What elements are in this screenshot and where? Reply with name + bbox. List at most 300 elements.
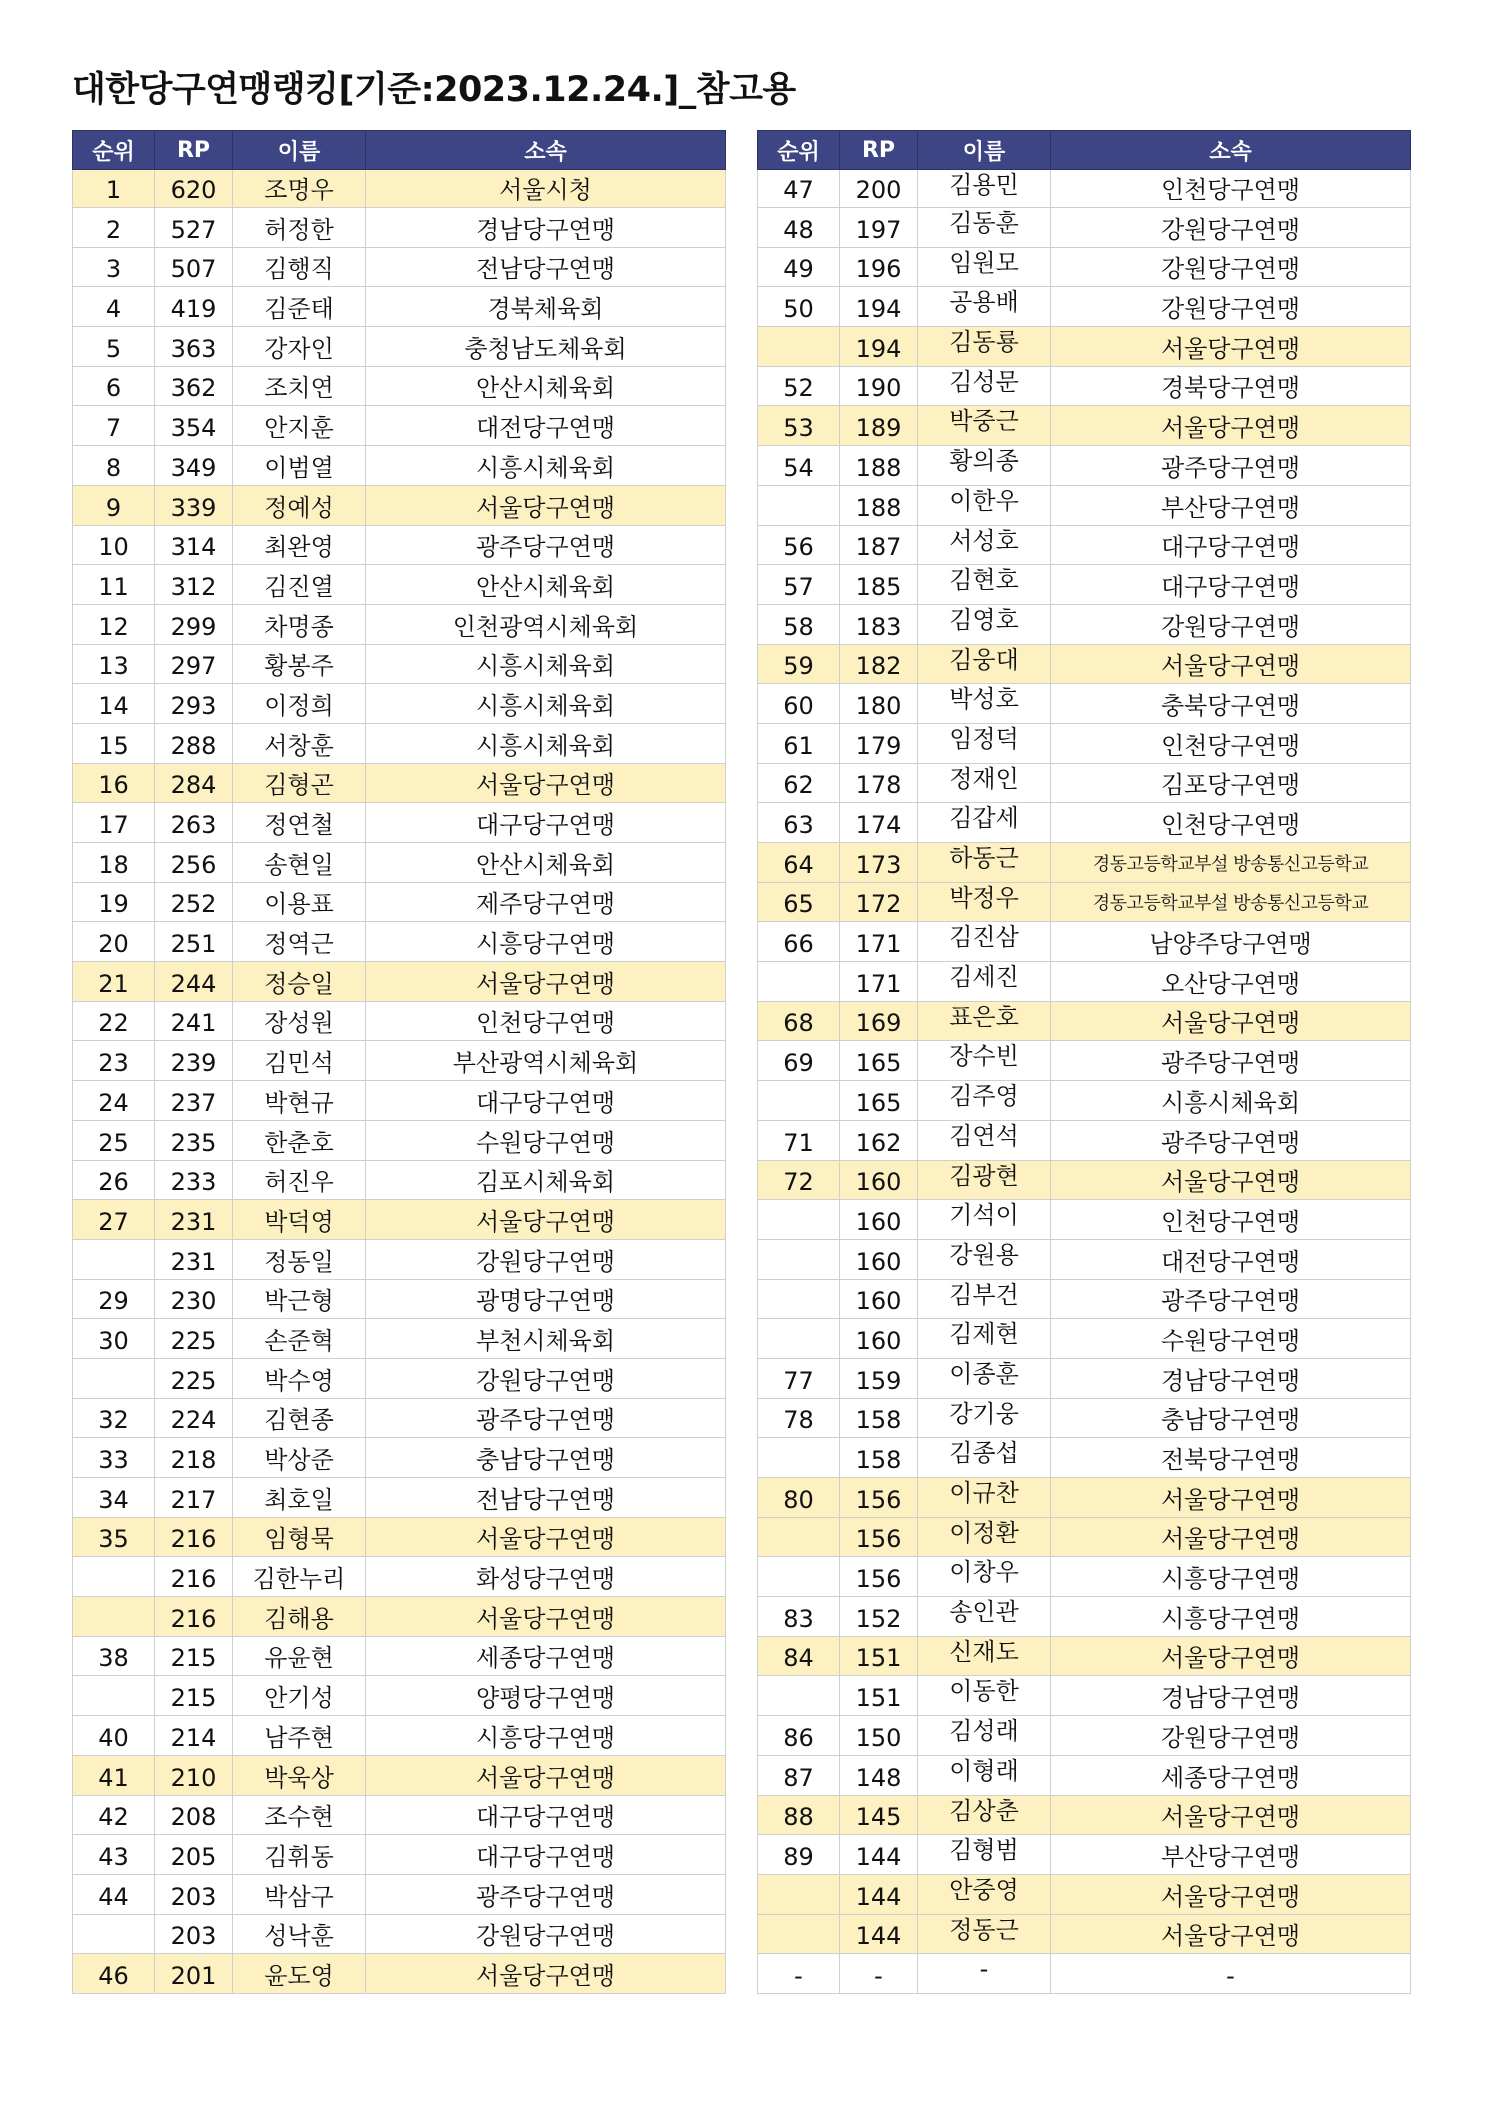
name-cell: 김성문 xyxy=(918,366,1051,406)
affiliation-cell: - xyxy=(1051,1954,1411,1994)
affiliation-cell: 광명당구연맹 xyxy=(366,1279,726,1319)
rp-cell: 201 xyxy=(155,1954,233,1994)
name-cell: 김진열 xyxy=(233,565,366,605)
affiliation-cell: 충남당구연맹 xyxy=(366,1438,726,1478)
affiliation-cell: 광주당구연맹 xyxy=(1051,1041,1411,1081)
rank-cell: 49 xyxy=(758,247,840,287)
rp-cell: 144 xyxy=(840,1835,918,1875)
table-row xyxy=(73,882,726,922)
rank-cell: 42 xyxy=(73,1795,155,1835)
affiliation-cell: 경동고등학교부설 방송통신고등학교 xyxy=(1051,882,1411,922)
affiliation-cell: 광주당구연맹 xyxy=(1051,1279,1411,1319)
rp-cell: 241 xyxy=(155,1001,233,1041)
affiliation-cell: 김포시체육회 xyxy=(366,1160,726,1200)
rank-cell: 4 xyxy=(73,287,155,327)
table-row xyxy=(73,1835,726,1875)
name-cell: 정승일 xyxy=(233,962,366,1002)
table-row xyxy=(758,1239,1411,1279)
rp-cell: 156 xyxy=(840,1517,918,1557)
name-cell: 김해용 xyxy=(233,1597,366,1637)
rp-cell: 162 xyxy=(840,1120,918,1160)
affiliation-cell: 강원당구연맹 xyxy=(1051,1716,1411,1756)
rp-cell: 237 xyxy=(155,1081,233,1121)
rank-cell: 33 xyxy=(73,1438,155,1478)
rank-cell xyxy=(758,1557,840,1597)
rp-cell: 171 xyxy=(840,922,918,962)
rp-cell: 160 xyxy=(840,1319,918,1359)
name-cell: 허정한 xyxy=(233,208,366,248)
affiliation-cell: 시흥당구연맹 xyxy=(366,922,726,962)
rp-cell: 218 xyxy=(155,1438,233,1478)
table-row xyxy=(73,170,726,208)
rp-cell: 190 xyxy=(840,366,918,406)
table-row xyxy=(758,684,1411,724)
rank-cell: 66 xyxy=(758,922,840,962)
table-row xyxy=(73,1874,726,1914)
rp-cell: 244 xyxy=(155,962,233,1002)
affiliation-cell: 충남당구연맹 xyxy=(1051,1398,1411,1438)
table-row xyxy=(73,1636,726,1676)
rank-cell xyxy=(73,1239,155,1279)
table-row xyxy=(73,1200,726,1240)
table-row xyxy=(758,208,1411,248)
table-row xyxy=(73,446,726,486)
rank-cell: 52 xyxy=(758,366,840,406)
name-cell: 김연석 xyxy=(918,1120,1051,1160)
rp-cell: 160 xyxy=(840,1200,918,1240)
table-row xyxy=(73,1716,726,1756)
affiliation-cell: 전북당구연맹 xyxy=(1051,1438,1411,1478)
rp-cell: 151 xyxy=(840,1676,918,1716)
rp-cell: 293 xyxy=(155,684,233,724)
affiliation-cell: 강원당구연맹 xyxy=(1051,208,1411,248)
rank-cell: 20 xyxy=(73,922,155,962)
table-row xyxy=(73,247,726,287)
name-cell: 박정우 xyxy=(918,882,1051,922)
rp-cell: 224 xyxy=(155,1398,233,1438)
rp-cell: 185 xyxy=(840,565,918,605)
rp-cell: 173 xyxy=(840,843,918,883)
table-row xyxy=(73,763,726,803)
affiliation-cell: 시흥시체육회 xyxy=(366,446,726,486)
affiliation-cell: 서울시청 xyxy=(366,170,726,208)
affiliation-cell: 서울당구연맹 xyxy=(366,1954,726,1994)
table-row xyxy=(758,882,1411,922)
affiliation-cell: 충북당구연맹 xyxy=(1051,684,1411,724)
affiliation-cell: 대구당구연맹 xyxy=(1051,565,1411,605)
affiliation-cell: 서울당구연맹 xyxy=(366,485,726,525)
name-cell: 차명종 xyxy=(233,604,366,644)
name-cell: 유윤현 xyxy=(233,1636,366,1676)
rank-cell: 34 xyxy=(73,1478,155,1518)
affiliation-cell: 서울당구연맹 xyxy=(366,1200,726,1240)
rp-cell: 419 xyxy=(155,287,233,327)
rp-cell: 188 xyxy=(840,485,918,525)
name-cell: 임형묵 xyxy=(233,1517,366,1557)
rank-cell: 63 xyxy=(758,803,840,843)
table-row xyxy=(758,1954,1411,1994)
rank-cell xyxy=(73,1914,155,1954)
name-cell: 허진우 xyxy=(233,1160,366,1200)
name-cell: 김세진 xyxy=(918,962,1051,1002)
rank-cell: 9 xyxy=(73,485,155,525)
table-row xyxy=(758,1001,1411,1041)
rank-cell: 11 xyxy=(73,565,155,605)
rp-cell: 230 xyxy=(155,1279,233,1319)
rank-cell: 44 xyxy=(73,1874,155,1914)
rank-cell xyxy=(758,327,840,367)
affiliation-cell: 서울당구연맹 xyxy=(1051,1478,1411,1518)
affiliation-cell: 광주당구연맹 xyxy=(366,525,726,565)
rank-cell xyxy=(758,485,840,525)
table-row xyxy=(73,1319,726,1359)
name-cell: 한춘호 xyxy=(233,1120,366,1160)
name-cell: 이한우 xyxy=(918,485,1051,525)
table-row xyxy=(758,1835,1411,1875)
name-cell: 김영호 xyxy=(918,604,1051,644)
rank-cell: 89 xyxy=(758,1835,840,1875)
rank-cell: 53 xyxy=(758,406,840,446)
rank-cell: 86 xyxy=(758,1716,840,1756)
rp-cell: 156 xyxy=(840,1557,918,1597)
rank-cell xyxy=(758,1319,840,1359)
affiliation-cell: 세종당구연맹 xyxy=(366,1636,726,1676)
rank-cell: 26 xyxy=(73,1160,155,1200)
rp-cell: 156 xyxy=(840,1478,918,1518)
affiliation-cell: 광주당구연맹 xyxy=(366,1398,726,1438)
name-cell: 장수빈 xyxy=(918,1041,1051,1081)
name-cell: 강원용 xyxy=(918,1239,1051,1279)
affiliation-cell: 광주당구연맹 xyxy=(1051,1120,1411,1160)
rp-cell: 208 xyxy=(155,1795,233,1835)
rp-cell: 239 xyxy=(155,1041,233,1081)
affiliation-cell: 서울당구연맹 xyxy=(1051,644,1411,684)
name-cell: 최완영 xyxy=(233,525,366,565)
name-cell: 안지훈 xyxy=(233,406,366,446)
name-cell: 손준혁 xyxy=(233,1319,366,1359)
rp-cell: 312 xyxy=(155,565,233,605)
rank-cell xyxy=(73,1597,155,1637)
rp-cell: 231 xyxy=(155,1239,233,1279)
table-row xyxy=(73,1398,726,1438)
rp-cell: 159 xyxy=(840,1358,918,1398)
table-row xyxy=(758,962,1411,1002)
affiliation-cell: 서울당구연맹 xyxy=(366,962,726,1002)
affiliation-cell: 강원당구연맹 xyxy=(1051,604,1411,644)
name-cell: 김종섭 xyxy=(918,1438,1051,1478)
name-cell: - xyxy=(918,1954,1051,1994)
rank-cell: 17 xyxy=(73,803,155,843)
rp-cell: 148 xyxy=(840,1755,918,1795)
affiliation-cell: 양평당구연맹 xyxy=(366,1676,726,1716)
rp-cell: 225 xyxy=(155,1358,233,1398)
rp-cell: 233 xyxy=(155,1160,233,1200)
name-cell: 안중영 xyxy=(918,1874,1051,1914)
rank-cell: 29 xyxy=(73,1279,155,1319)
table-row xyxy=(73,1557,726,1597)
rp-cell: 363 xyxy=(155,327,233,367)
name-cell: 김준태 xyxy=(233,287,366,327)
affiliation-cell: 수원당구연맹 xyxy=(366,1120,726,1160)
rank-cell: 47 xyxy=(758,170,840,208)
name-cell: 박삼구 xyxy=(233,1874,366,1914)
rank-cell: 10 xyxy=(73,525,155,565)
name-cell: 정연철 xyxy=(233,803,366,843)
name-cell: 송현일 xyxy=(233,843,366,883)
affiliation-cell: 인천당구연맹 xyxy=(1051,170,1411,208)
affiliation-cell: 충청남도체육회 xyxy=(366,327,726,367)
affiliation-cell: 시흥시체육회 xyxy=(1051,1081,1411,1121)
affiliation-cell: 서울당구연맹 xyxy=(1051,1160,1411,1200)
affiliation-cell: 전남당구연맹 xyxy=(366,1478,726,1518)
name-cell: 김진삼 xyxy=(918,922,1051,962)
affiliation-cell: 대구당구연맹 xyxy=(366,1795,726,1835)
name-cell: 김민석 xyxy=(233,1041,366,1081)
header-affiliation: 소속 xyxy=(1051,131,1411,170)
rp-cell: - xyxy=(840,1954,918,1994)
name-cell: 김휘동 xyxy=(233,1835,366,1875)
affiliation-cell: 대구당구연맹 xyxy=(1051,525,1411,565)
affiliation-cell: 경남당구연맹 xyxy=(366,208,726,248)
affiliation-cell: 세종당구연맹 xyxy=(1051,1755,1411,1795)
header-row xyxy=(758,131,1411,170)
name-cell: 정재인 xyxy=(918,763,1051,803)
name-cell: 황의종 xyxy=(918,446,1051,486)
name-cell: 기석이 xyxy=(918,1200,1051,1240)
name-cell: 박성호 xyxy=(918,684,1051,724)
rank-cell xyxy=(758,1914,840,1954)
name-cell: 장성원 xyxy=(233,1001,366,1041)
rp-cell: 169 xyxy=(840,1001,918,1041)
affiliation-cell: 김포당구연맹 xyxy=(1051,763,1411,803)
rank-cell: 50 xyxy=(758,287,840,327)
rank-cell: 59 xyxy=(758,644,840,684)
table-row xyxy=(73,962,726,1002)
rp-cell: 172 xyxy=(840,882,918,922)
table-row xyxy=(758,1478,1411,1518)
rank-cell: 23 xyxy=(73,1041,155,1081)
rp-cell: 194 xyxy=(840,327,918,367)
table-row xyxy=(758,1636,1411,1676)
table-row xyxy=(758,604,1411,644)
table-row xyxy=(758,1914,1411,1954)
affiliation-cell: 인천당구연맹 xyxy=(1051,1200,1411,1240)
ranking-body-right xyxy=(758,170,1411,1994)
rank-cell: 7 xyxy=(73,406,155,446)
rp-cell: 231 xyxy=(155,1200,233,1240)
table-row xyxy=(758,525,1411,565)
rank-cell: 58 xyxy=(758,604,840,644)
affiliation-cell: 서울당구연맹 xyxy=(1051,1795,1411,1835)
rank-cell: 3 xyxy=(73,247,155,287)
table-row xyxy=(73,1279,726,1319)
rp-cell: 299 xyxy=(155,604,233,644)
rank-cell: 88 xyxy=(758,1795,840,1835)
ranking-table-left xyxy=(72,130,726,1994)
table-row xyxy=(758,1200,1411,1240)
header-rank: 순위 xyxy=(73,131,155,170)
rp-cell: 216 xyxy=(155,1517,233,1557)
affiliation-cell: 대전당구연맹 xyxy=(1051,1239,1411,1279)
rp-cell: 225 xyxy=(155,1319,233,1359)
table-row xyxy=(758,565,1411,605)
name-cell: 이정환 xyxy=(918,1517,1051,1557)
affiliation-cell: 인천당구연맹 xyxy=(1051,803,1411,843)
rank-cell: 80 xyxy=(758,1478,840,1518)
table-row xyxy=(73,525,726,565)
affiliation-cell: 시흥시체육회 xyxy=(366,644,726,684)
table-row xyxy=(73,485,726,525)
affiliation-cell: 강원당구연맹 xyxy=(1051,287,1411,327)
name-cell: 김부건 xyxy=(918,1279,1051,1319)
affiliation-cell: 오산당구연맹 xyxy=(1051,962,1411,1002)
rp-cell: 527 xyxy=(155,208,233,248)
name-cell: 김웅대 xyxy=(918,644,1051,684)
rp-cell: 284 xyxy=(155,763,233,803)
table-row xyxy=(73,565,726,605)
affiliation-cell: 대구당구연맹 xyxy=(366,803,726,843)
rp-cell: 200 xyxy=(840,170,918,208)
table-row xyxy=(758,287,1411,327)
affiliation-cell: 강원당구연맹 xyxy=(366,1914,726,1954)
name-cell: 박욱상 xyxy=(233,1755,366,1795)
rank-cell: 8 xyxy=(73,446,155,486)
rp-cell: 362 xyxy=(155,366,233,406)
name-cell: 이용표 xyxy=(233,882,366,922)
rp-cell: 189 xyxy=(840,406,918,446)
affiliation-cell: 수원당구연맹 xyxy=(1051,1319,1411,1359)
rank-cell: 54 xyxy=(758,446,840,486)
rank-cell: 35 xyxy=(73,1517,155,1557)
rp-cell: 252 xyxy=(155,882,233,922)
affiliation-cell: 서울당구연맹 xyxy=(1051,1636,1411,1676)
table-row xyxy=(73,366,726,406)
affiliation-cell: 대전당구연맹 xyxy=(366,406,726,446)
affiliation-cell: 경남당구연맹 xyxy=(1051,1358,1411,1398)
affiliation-cell: 광주당구연맹 xyxy=(366,1874,726,1914)
header-rank: 순위 xyxy=(758,131,840,170)
rank-cell: 30 xyxy=(73,1319,155,1359)
table-row xyxy=(758,1279,1411,1319)
rank-cell: 16 xyxy=(73,763,155,803)
table-row xyxy=(758,446,1411,486)
header-row xyxy=(73,131,726,170)
name-cell: 박근형 xyxy=(233,1279,366,1319)
rank-cell xyxy=(758,1874,840,1914)
affiliation-cell: 안산시체육회 xyxy=(366,843,726,883)
rp-cell: 178 xyxy=(840,763,918,803)
rp-cell: 251 xyxy=(155,922,233,962)
table-row xyxy=(758,1041,1411,1081)
affiliation-cell: 남양주당구연맹 xyxy=(1051,922,1411,962)
rp-cell: 150 xyxy=(840,1716,918,1756)
rank-cell: 71 xyxy=(758,1120,840,1160)
rp-cell: 160 xyxy=(840,1239,918,1279)
table-row xyxy=(758,485,1411,525)
rp-cell: 158 xyxy=(840,1398,918,1438)
header-rp: RP xyxy=(155,131,233,170)
name-cell: 정동근 xyxy=(918,1914,1051,1954)
affiliation-cell: 광주당구연맹 xyxy=(1051,446,1411,486)
table-row xyxy=(758,644,1411,684)
affiliation-cell: 시흥시체육회 xyxy=(366,723,726,763)
rp-cell: 165 xyxy=(840,1081,918,1121)
rank-cell xyxy=(758,1239,840,1279)
rp-cell: 152 xyxy=(840,1597,918,1637)
name-cell: 박중근 xyxy=(918,406,1051,446)
name-cell: 김동훈 xyxy=(918,208,1051,248)
rank-cell: 12 xyxy=(73,604,155,644)
rp-cell: 197 xyxy=(840,208,918,248)
table-row xyxy=(758,1557,1411,1597)
table-row xyxy=(73,723,726,763)
table-row xyxy=(758,366,1411,406)
table-row xyxy=(73,1081,726,1121)
name-cell: 이종훈 xyxy=(918,1358,1051,1398)
name-cell: 김용민 xyxy=(918,170,1051,208)
rank-cell: 1 xyxy=(73,170,155,208)
affiliation-cell: 경동고등학교부설 방송통신고등학교 xyxy=(1051,843,1411,883)
rp-cell: 144 xyxy=(840,1914,918,1954)
table-row xyxy=(73,1914,726,1954)
table-row xyxy=(758,1081,1411,1121)
name-cell: 김제현 xyxy=(918,1319,1051,1359)
rank-cell: 72 xyxy=(758,1160,840,1200)
table-row xyxy=(73,1438,726,1478)
affiliation-cell: 시흥시체육회 xyxy=(366,684,726,724)
name-cell: 성낙훈 xyxy=(233,1914,366,1954)
name-cell: 조수현 xyxy=(233,1795,366,1835)
affiliation-cell: 서울당구연맹 xyxy=(1051,406,1411,446)
rank-cell: 40 xyxy=(73,1716,155,1756)
affiliation-cell: 안산시체육회 xyxy=(366,565,726,605)
table-row xyxy=(73,1597,726,1637)
affiliation-cell: 강원당구연맹 xyxy=(1051,247,1411,287)
name-cell: 이창우 xyxy=(918,1557,1051,1597)
rank-cell: 5 xyxy=(73,327,155,367)
table-row xyxy=(73,1676,726,1716)
table-row xyxy=(758,1676,1411,1716)
rank-cell: 19 xyxy=(73,882,155,922)
name-cell: 강자인 xyxy=(233,327,366,367)
name-cell: 박덕영 xyxy=(233,1200,366,1240)
table-row xyxy=(758,1716,1411,1756)
rp-cell: 216 xyxy=(155,1597,233,1637)
affiliation-cell: 강원당구연맹 xyxy=(366,1358,726,1398)
table-row xyxy=(73,1001,726,1041)
table-row xyxy=(758,1874,1411,1914)
affiliation-cell: 경북당구연맹 xyxy=(1051,366,1411,406)
name-cell: 김현종 xyxy=(233,1398,366,1438)
rank-cell: 68 xyxy=(758,1001,840,1041)
affiliation-cell: 서울당구연맹 xyxy=(1051,1517,1411,1557)
rank-cell xyxy=(73,1676,155,1716)
rank-cell: 43 xyxy=(73,1835,155,1875)
name-cell: 송인관 xyxy=(918,1597,1051,1637)
table-row xyxy=(758,1319,1411,1359)
rank-cell: 15 xyxy=(73,723,155,763)
rank-cell: 41 xyxy=(73,1755,155,1795)
affiliation-cell: 강원당구연맹 xyxy=(366,1239,726,1279)
affiliation-cell: 부산광역시체육회 xyxy=(366,1041,726,1081)
rp-cell: 217 xyxy=(155,1478,233,1518)
table-row xyxy=(758,843,1411,883)
rp-cell: 160 xyxy=(840,1160,918,1200)
rank-cell: 14 xyxy=(73,684,155,724)
rank-cell xyxy=(758,1438,840,1478)
rank-cell xyxy=(758,1081,840,1121)
rank-cell: 46 xyxy=(73,1954,155,1994)
